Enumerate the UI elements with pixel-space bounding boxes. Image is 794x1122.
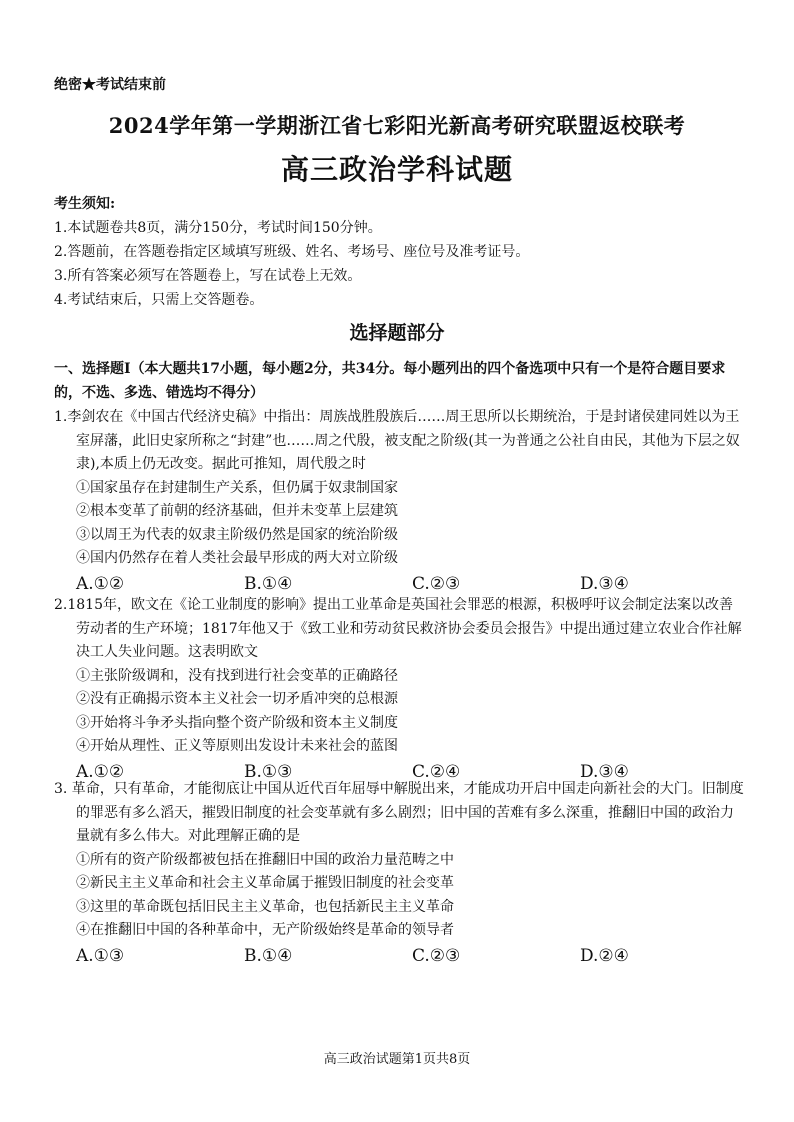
statement-option: ①主张阶级调和，没有找到进行社会变革的正确路径: [76, 667, 398, 684]
question-2: [54, 594, 744, 784]
choice-c: C.②④: [412, 761, 461, 782]
notice-heading: 考生须知:: [54, 196, 116, 212]
answer-choices: [54, 944, 744, 968]
statement-option: ③以周王为代表的奴隶主阶级仍然是国家的统治阶级: [76, 526, 398, 543]
question-stem: 3. 革命，只有革命，才能彻底让中国从近代百年屈辱中解脱出来，才能成功开启中国走向新社会的大门。旧制度的罪恶有多么滔天，摧毁旧制度的社会变革就有多么剧烈；旧中国的苦难有多么深重，推翻旧中国的政治力量就有多么伟大。对此理解正确的是: [54, 781, 744, 844]
notice-item: 3.所有答案必须写在答题卷上，写在试卷上无效。: [54, 268, 362, 284]
statement-option: ②根本变革了前朝的经济基础，但并未变革上层建筑: [76, 503, 398, 519]
choice-d: D.③④: [580, 573, 629, 594]
choice-b: B.①④: [244, 945, 293, 966]
statement-option: ①国家虽存在封建制生产关系，但仍属于奴隶制国家: [76, 479, 398, 496]
statement-option: ②新民主主义革命和社会主义革命属于摧毁旧制度的社会变革: [76, 875, 454, 891]
exam-subject-title: 高三政治学科试题: [280, 153, 513, 186]
choice-c: C.②③: [412, 945, 461, 966]
choice-c: C.②③: [412, 573, 461, 594]
choice-b: B.①③: [244, 761, 293, 782]
question-3: [54, 778, 744, 968]
choice-a: A.①②: [76, 573, 125, 594]
choice-d: D.②④: [580, 945, 629, 966]
question-stem: 2.1815年，欧文在《论工业制度的影响》提出工业革命是英国社会罪恶的根源，积极呼吁议会制定法案以改善劳动者的生产环境；1817年他又于《致工业和劳动贫民救济协会委员会报告》中提出通过建立农业合作社解决工人失业问题。这表明欧文: [54, 597, 742, 660]
statement-option: ③开始将斗争矛头指向整个资产阶级和资本主义制度: [76, 714, 398, 731]
statement-option: ④在推翻旧中国的各种革命中，无产阶级始终是革命的领导者: [76, 922, 454, 938]
statement-option: ①所有的资产阶级都被包括在推翻旧中国的政治力量范畴之中: [76, 851, 454, 868]
notice-item: 2.答题前，在答题卷指定区域填写班级、姓名、考场号、座位号及准考证号。: [54, 244, 530, 260]
notice-item: 1.本试题卷共8页，满分150分，考试时间150分钟。: [54, 220, 382, 236]
section-title: 选择题部分: [349, 322, 445, 344]
part-heading: 一、选择题I（本大题共17小题，每小题2分，共34分。每小题列出的四个备选项中只有一个是符合题目要求的，不选、多选、错选均不得分）: [54, 361, 726, 401]
choice-a: A.①②: [76, 761, 125, 782]
choice-a: A.①③: [76, 945, 125, 966]
page-footer: 高三政治试题第1页共8页: [323, 1052, 471, 1067]
answer-choices: [54, 572, 744, 596]
secret-mark: 绝密★考试结束前: [54, 77, 166, 93]
candidate-notice: [54, 192, 744, 312]
statement-option: ②没有正确揭示资本主义社会一切矛盾冲突的总根源: [76, 691, 398, 707]
question-stem: 1.李剑农在《中国古代经济史稿》中指出：周族战胜殷族后……周王思所以长期统治，于是封诸侯建同姓以为王室屏藩，此旧史家所称之“封建”也……周之代殷，被支配之阶级(其一为普通之公社自由民，其他为下层之奴隶),本质上仍无改变。据此可推知，周代殷之时: [54, 409, 740, 472]
notice-item: 4.考试结束后，只需上交答题卷。: [54, 292, 264, 308]
statement-option: ③这里的革命既包括旧民主主义革命，也包括新民主主义革命: [76, 898, 454, 915]
choice-d: D.③④: [580, 761, 629, 782]
question-1: [54, 406, 744, 596]
choice-b: B.①④: [244, 573, 293, 594]
exam-title: 2024学年第一学期浙江省七彩阳光新高考研究联盟返校联考: [108, 113, 686, 138]
statement-option: ④国内仍然存在着人类社会最早形成的两大对立阶级: [76, 550, 398, 566]
statement-option: ④开始从理性、正义等原则出发设计未来社会的蓝图: [76, 738, 398, 754]
